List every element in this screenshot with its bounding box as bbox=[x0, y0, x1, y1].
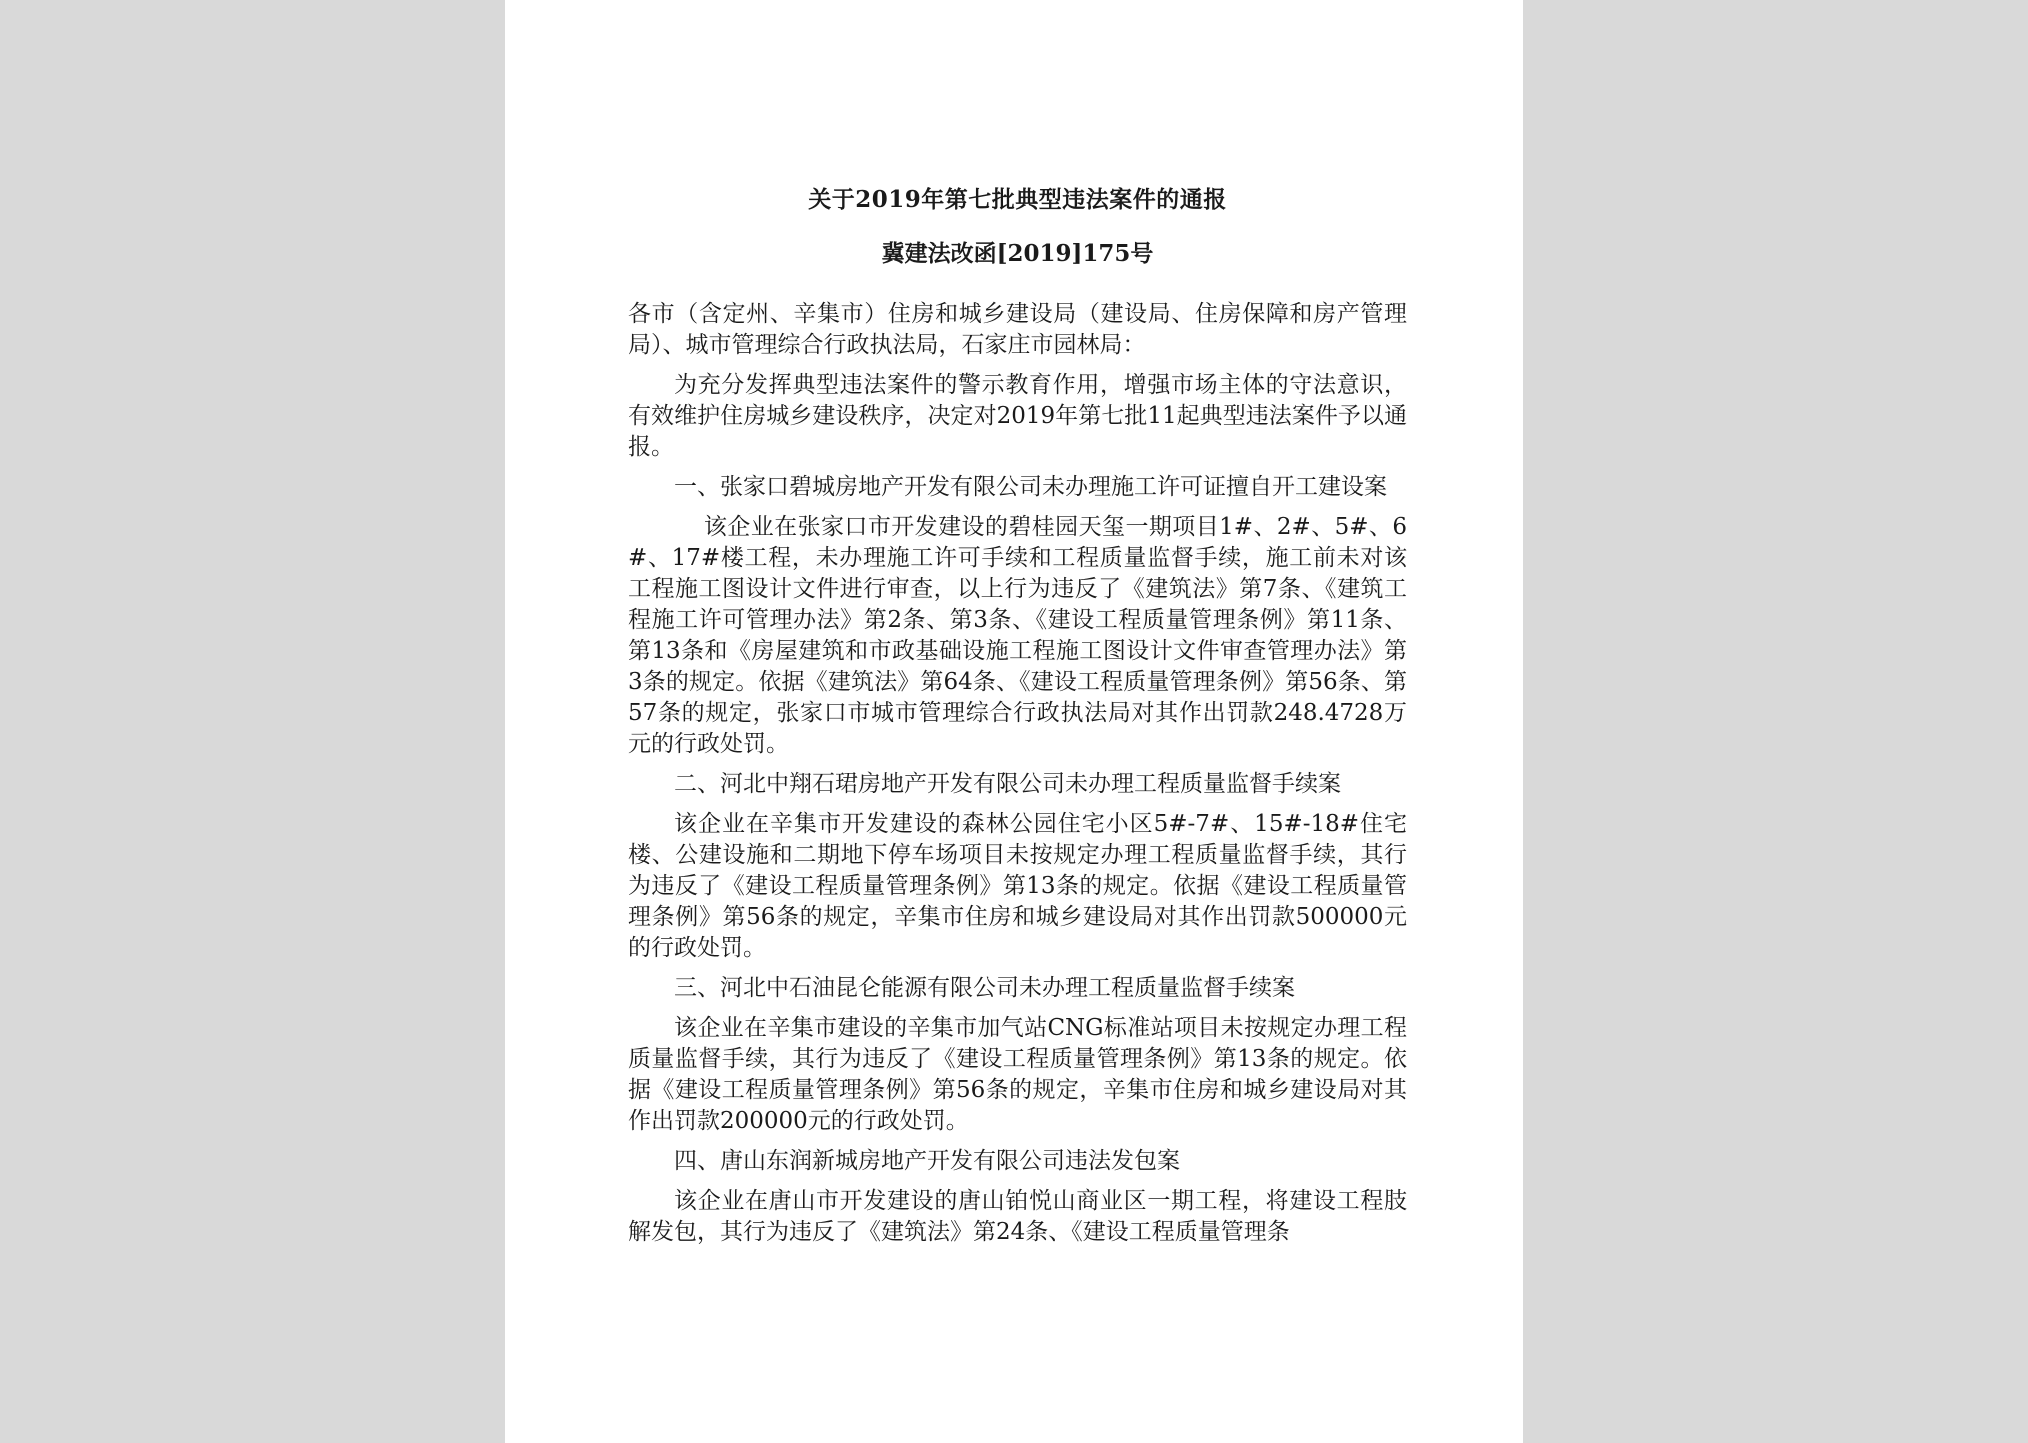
intro-paragraph: 为充分发挥典型违法案件的警示教育作用，增强市场主体的守法意识，有效维护住房城乡建设秩序，决定对2019年第七批11起典型违法案件予以通报。 bbox=[628, 372, 1407, 460]
section-body: 该企业在辛集市建设的辛集市加气站CNG标准站项目未按规定办理工程质量监督手续，其行为违反了《建设工程质量管理条例》第13条的规定。依据《建设工程质量管理条例》第56条的规定，辛集市住房和城乡建设局对其作出罚款200000元的行政处罚。 bbox=[628, 1015, 1407, 1134]
section-heading: 一、张家口碧城房地产开发有限公司未办理施工许可证擅自开工建设案 bbox=[674, 474, 1387, 500]
document-body bbox=[628, 175, 1407, 1257]
section-heading: 四、唐山东润新城房地产开发有限公司违法发包案 bbox=[674, 1148, 1180, 1174]
section-heading: 三、河北中石油昆仑能源有限公司未办理工程质量监督手续案 bbox=[674, 975, 1295, 1001]
section-body: 该企业在张家口市开发建设的碧桂园天玺一期项目1#、2#、5#、6#、17#楼工程，未办理施工许可手续和工程质量监督手续，施工前未对该工程施工图设计文件进行审查，以上行为违反了《建筑法》第7条、《建筑工程施工许可管理办法》第2条、第3条、《建设工程质量管理条例》第11条、第13条和《房屋建筑和市政基础设施工程施工图设计文件审查管理办法》第3条的规定。依据《建筑法》第64条、《建设工程质量管理条例》第56条、第57条的规定，张家口市城市管理综合行政执法局对其作出罚款248.4728万元的行政处罚。 bbox=[628, 514, 1407, 757]
section-heading: 二、河北中翔石珺房地产开发有限公司未办理工程质量监督手续案 bbox=[674, 771, 1341, 797]
addressee: 各市（含定州、辛集市）住房和城乡建设局（建设局、住房保障和房产管理局）、城市管理综合行政执法局，石家庄市园林局： bbox=[628, 301, 1407, 358]
document-title: 关于2019年第七批典型违法案件的通报 bbox=[808, 186, 1227, 213]
document-number: 冀建法改函[2019]175号 bbox=[881, 240, 1154, 267]
section-body: 该企业在唐山市开发建设的唐山铂悦山商业区一期工程，将建设工程肢解发包，其行为违反了《建筑法》第24条、《建设工程质量管理条 bbox=[628, 1188, 1407, 1245]
section-body: 该企业在辛集市开发建设的森林公园住宅小区5#-7#、15#-18#住宅楼、公建设施和二期地下停车场项目未按规定办理工程质量监督手续，其行为违反了《建设工程质量管理条例》第13条的规定。依据《建设工程质量管理条例》第56条的规定，辛集市住房和城乡建设局对其作出罚款500000元的行政处罚。 bbox=[628, 811, 1407, 961]
document-page bbox=[505, 0, 1523, 1443]
